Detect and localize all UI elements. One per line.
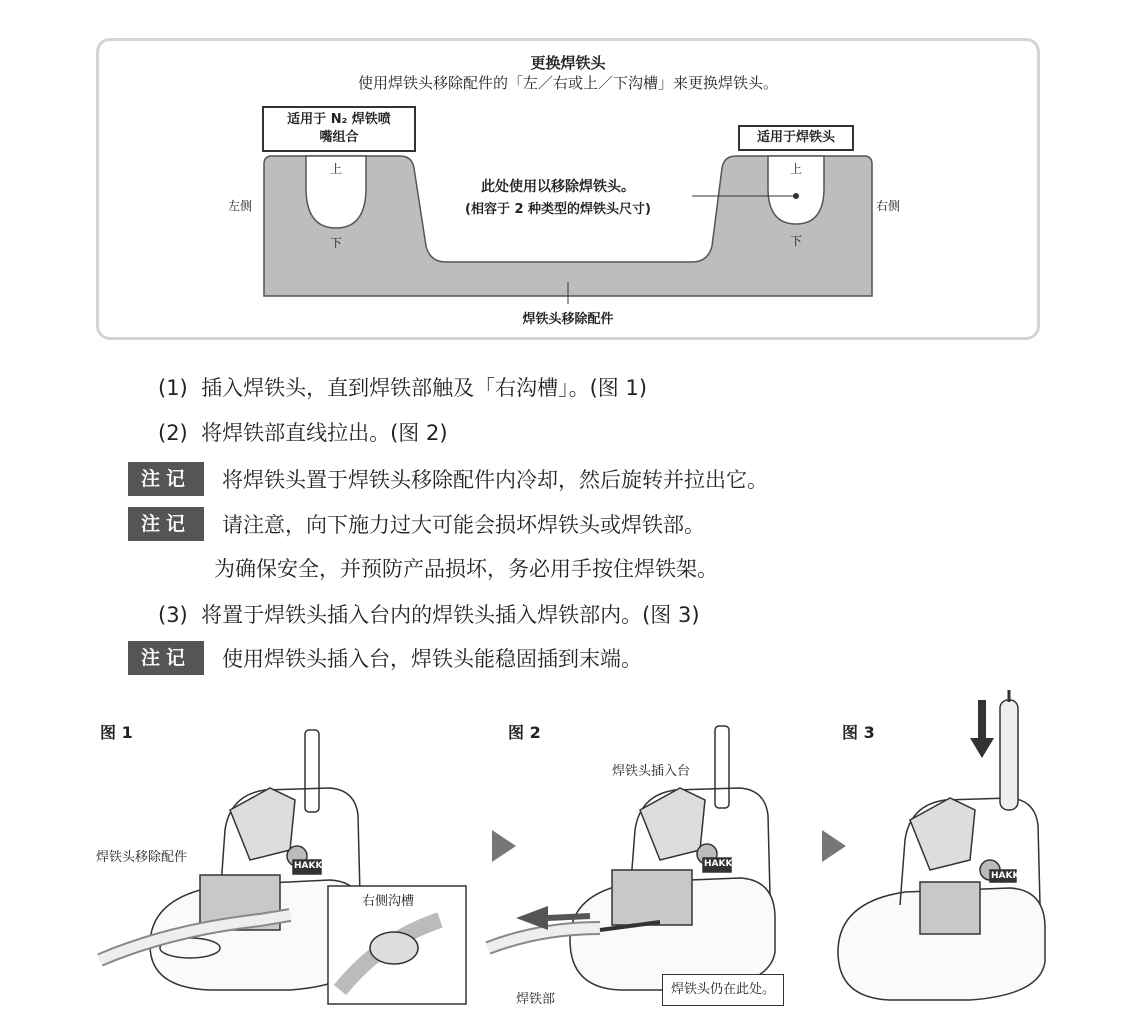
note-text: 请注意，向下施力过大可能会损坏焊铁头或焊铁部。: [222, 513, 705, 537]
note-text: 使用焊铁头插入台，焊铁头能稳固插到末端。: [222, 647, 642, 671]
step-1: [158, 372, 647, 402]
right-down-label: 下: [790, 234, 803, 248]
figure-1-label: 图 1: [100, 723, 133, 742]
next-arrow-1: [492, 830, 516, 862]
figure-2-label: 图 2: [508, 723, 541, 742]
down-arrow-head: [970, 738, 994, 758]
left-side-label: 左侧: [228, 199, 253, 213]
station-fig3: [838, 690, 1045, 1000]
diagram-subtitle: 使用焊铁头移除配件的「左／右或上／下沟槽」来更换焊铁头。: [357, 74, 778, 92]
pull-arrow: [516, 906, 548, 930]
next-arrow-2: [822, 830, 846, 862]
step-2: [158, 417, 448, 447]
note-badge: 注记: [128, 507, 204, 541]
removal-part-label: 焊铁头移除配件: [522, 312, 614, 327]
step-text: 将焊铁部直线拉出。(图 2): [201, 421, 448, 445]
step-number: (2): [158, 421, 188, 445]
fig1-inset-label: 右侧沟槽: [362, 894, 415, 909]
note-text-continued: 为确保安全，并预防产品损坏，务必用手按住焊铁架。: [214, 557, 718, 581]
step-text: 插入焊铁头，直到焊铁部触及「右沟槽」。(图 1): [201, 376, 648, 400]
step-3: [158, 599, 700, 629]
left-up-label: 上: [330, 162, 343, 176]
step-number: (3): [158, 603, 188, 627]
right-side-label: 右侧: [876, 199, 901, 213]
right-slot-label: 适用于焊铁头: [738, 125, 854, 151]
diagram-title: 更换焊铁头: [530, 54, 606, 72]
center-note-sub: (相容于 2 种类型的焊铁头尺寸): [465, 202, 651, 217]
figure-3-label: 图 3: [842, 723, 875, 742]
brand-logo: HAKKO: [991, 871, 1027, 881]
fig2-callout-box: 焊铁头仍在此处。: [662, 974, 784, 1006]
left-down-label: 下: [330, 236, 343, 250]
note-badge: 注记: [128, 641, 204, 675]
brand-logo: HAKKO: [294, 861, 330, 871]
fig1-callout: 焊铁头移除配件: [96, 850, 188, 865]
left-slot-label: 适用于 N₂ 焊铁喷 嘴组合: [262, 106, 416, 152]
step-number: (1): [158, 376, 188, 400]
fig2-callout-holder: 焊铁头插入台: [612, 764, 691, 779]
step-text: 将置于焊铁头插入台内的焊铁头插入焊铁部内。(图 3): [201, 603, 700, 627]
note-badge: 注记: [128, 462, 204, 496]
center-note: 此处使用以移除焊铁头。: [481, 179, 635, 195]
note-text: 将焊铁头置于焊铁头移除配件内冷却，然后旋转并拉出它。: [222, 468, 768, 492]
right-up-label: 上: [790, 162, 803, 176]
brand-logo: HAKKO: [704, 859, 740, 869]
fig2-callout-iron: 焊铁部: [516, 992, 556, 1007]
